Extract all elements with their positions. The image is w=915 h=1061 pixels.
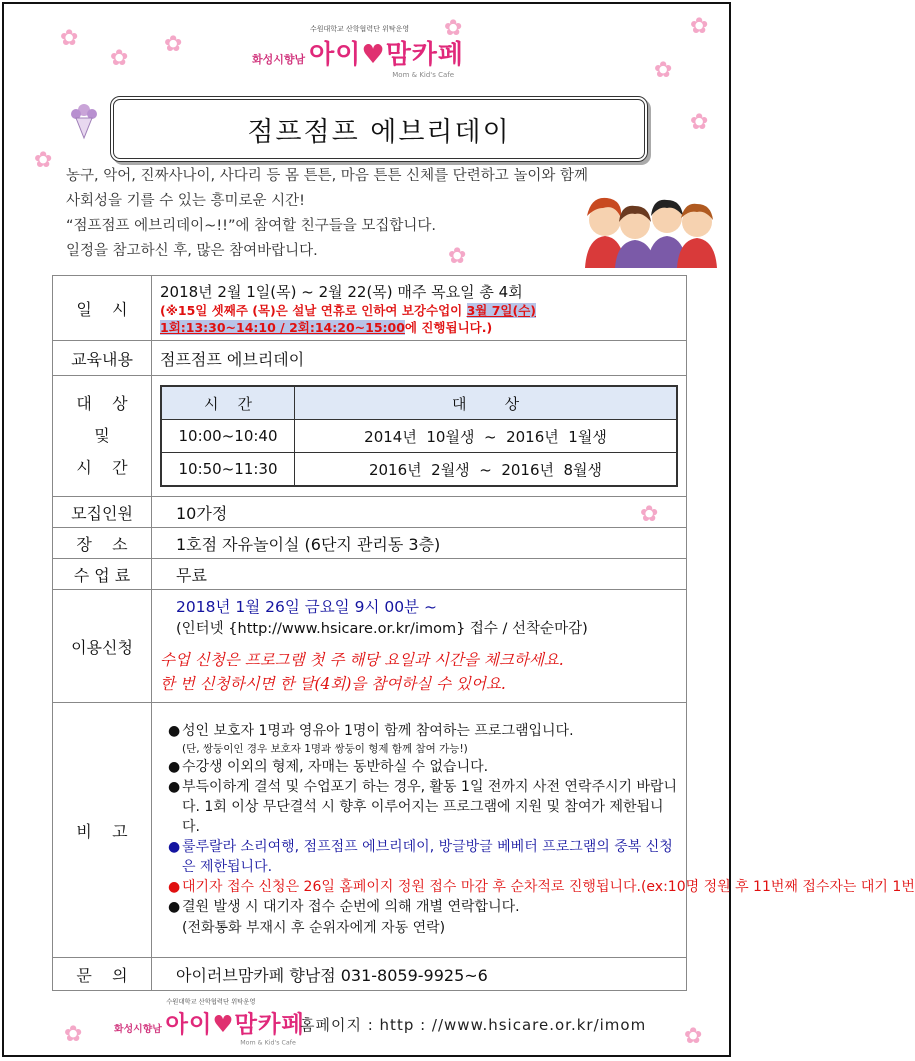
flower-icon: ✿ — [60, 26, 79, 51]
schedule-row — [53, 276, 687, 341]
header-target: 대 상 — [295, 386, 678, 420]
inquiry-label: 문 의 — [53, 958, 152, 991]
apply-notice-2: 한 번 신청하시면 한 달(4회)을 참여하실 수 있어요. — [160, 675, 506, 693]
apply-label: 이용신청 — [53, 590, 152, 703]
target-time-label: 대 상 및 시 간 — [53, 376, 152, 497]
logo-prefix: 화성시향남 — [252, 53, 306, 66]
flower-icon: ✿ — [640, 502, 659, 527]
flower-icon: ✿ — [444, 16, 463, 41]
target-cell: 2014년 10월생 ~ 2016년 1월생 — [295, 420, 678, 453]
inquiry-row — [53, 958, 687, 991]
logo-english: Mom & Kid's Cafe — [392, 71, 455, 79]
page-title: 점프점프 에브리데이 — [110, 96, 648, 162]
inquiry-value: 아이러브맘카페 향남점 031-8059-9925~6 — [152, 958, 687, 991]
intro-line: 일정을 참고하신 후, 많은 참여바랍니다. — [66, 243, 318, 259]
footer-logo — [114, 997, 305, 1047]
auto-contact-note: (전화통화 부재시 후 순위자에게 자동 연락) — [182, 920, 446, 936]
content-label: 교육내용 — [53, 341, 152, 376]
makeup-times: 1회:13:30~14:10 / 2회:14:20~15:00 — [160, 319, 405, 335]
flower-icon: ✿ — [34, 148, 53, 173]
capacity-row — [53, 497, 687, 528]
list-item: ● 성인 보호자 1명과 영유아 1명이 함께 참여하는 프로그램입니다. — [168, 723, 574, 739]
schedule-note: (※15일 셋째주 (목)은 설날 연휴로 인하여 보강수업이 — [160, 302, 467, 318]
schedule-label: 일 시 — [53, 276, 152, 341]
logo-name: 아이♥맘카페 — [165, 1011, 305, 1039]
place-value: 1호점 자유놀이실 (6단지 관리동 3층) — [152, 528, 687, 559]
capacity-value: 10가정 — [152, 497, 687, 528]
notes-label: 비 고 — [53, 703, 152, 958]
place-label: 장 소 — [53, 528, 152, 559]
flower-icon: ✿ — [64, 1022, 83, 1047]
place-row — [53, 528, 687, 559]
notes-row — [53, 703, 687, 958]
info-table — [52, 275, 915, 991]
flower-icon: ✿ — [690, 14, 709, 39]
schedule-note-end: 에 진행됩니다.) — [404, 319, 493, 335]
fee-value: 무료 — [152, 559, 687, 590]
target-time-row — [53, 376, 687, 497]
intro-line: 사회성을 기를 수 있는 흥미로운 시간! — [66, 193, 305, 209]
table-row — [161, 420, 677, 453]
fee-row — [53, 559, 687, 590]
flower-icon: ✿ — [690, 110, 709, 135]
capacity-label: 모집인원 — [53, 497, 152, 528]
flower-icon: ✿ — [448, 244, 467, 269]
homepage-url[interactable]: 홈페이지 : http : //www.hsicare.or.kr/imom — [300, 1016, 647, 1034]
logo-prefix: 화성시향남 — [114, 1023, 162, 1035]
header-time: 시 간 — [161, 386, 295, 420]
logo-affiliation: 수원대학교 산학협력단 위탁운영 — [310, 25, 410, 33]
twins-note: (단, 쌍둥이인 경우 보호자 1명과 쌍둥이 형제 함께 참여 가능!) — [182, 743, 468, 755]
list-item: ● 룰루랄라 소리여행, 점프점프 에브리데이, 방글방글 베베터 프로그램의 중복 신청은 제한됩니다. — [168, 839, 673, 875]
logo-english: Mom & Kid's Cafe — [240, 1039, 296, 1047]
time-cell: 10:00~10:40 — [161, 420, 295, 453]
flower-icon: ✿ — [110, 46, 129, 71]
apply-row — [53, 590, 687, 703]
list-item: ● 부득이하게 결석 및 수업포기 하는 경우, 활동 1일 전까지 사전 연락주시기 바랍니다. 1회 이상 무단결석 시 향후 이루어지는 프로그램에 지원 및 참여가 제한됩니다. — [168, 779, 678, 835]
content-value: 점프점프 에브리데이 — [152, 341, 687, 376]
intro-line: “점프점프 에브리데이~!!”에 참여할 친구들을 모집합니다. — [66, 218, 436, 234]
flyer-page — [2, 2, 915, 1057]
apply-method: (인터넷 {http://www.hsicare.or.kr/imom} 접수 / 선착순마감) — [176, 621, 588, 637]
flower-icon: ✿ — [654, 58, 673, 83]
list-item: ● 수강생 이외의 형제, 자매는 동반하실 수 없습니다. — [168, 759, 489, 775]
apply-date: 2018년 1월 26일 금요일 9시 00분 ~ — [176, 598, 437, 616]
schedule-table — [160, 385, 678, 487]
bouquet-icon — [64, 100, 104, 140]
header-logo — [252, 25, 465, 79]
schedule-dates: 2018년 2월 1일(목) ~ 2월 22(목) 매주 목요일 총 4회 — [160, 282, 523, 301]
flower-icon: ✿ — [684, 1024, 703, 1049]
flower-icon: ✿ — [164, 32, 183, 57]
logo-affiliation: 수원대학교 산학협력단 위탁운영 — [166, 997, 256, 1006]
schedule-table-header — [161, 386, 677, 420]
apply-notice-1: 수업 신청은 프로그램 첫 주 해당 요일과 시간을 체크하세요. — [160, 651, 564, 669]
list-item: ● 결원 발생 시 대기자 접수 순번에 의해 개별 연락합니다. — [168, 899, 520, 915]
list-item: ● 대기자 접수 신청은 26일 홈페이지 정원 접수 마감 후 순차적로 진행됩니다.(ex:10명 정원 후 11번째 접수자는 대기 1번 — [168, 879, 915, 895]
fee-label: 수 업 료 — [53, 559, 152, 590]
makeup-date: 3월 7일(수) — [466, 302, 536, 318]
intro-line: 농구, 악어, 진짜사나이, 사다리 등 몸 튼튼, 마음 튼튼 신체를 단련하고 놀이와 함께 — [66, 168, 588, 184]
target-cell: 2016년 2월생 ~ 2016년 8월생 — [295, 453, 678, 487]
table-row — [161, 453, 677, 487]
content-row — [53, 341, 687, 376]
logo-name: 아이♥맘카페 — [309, 40, 465, 70]
kids-illustration — [577, 182, 717, 268]
time-cell: 10:50~11:30 — [161, 453, 295, 487]
